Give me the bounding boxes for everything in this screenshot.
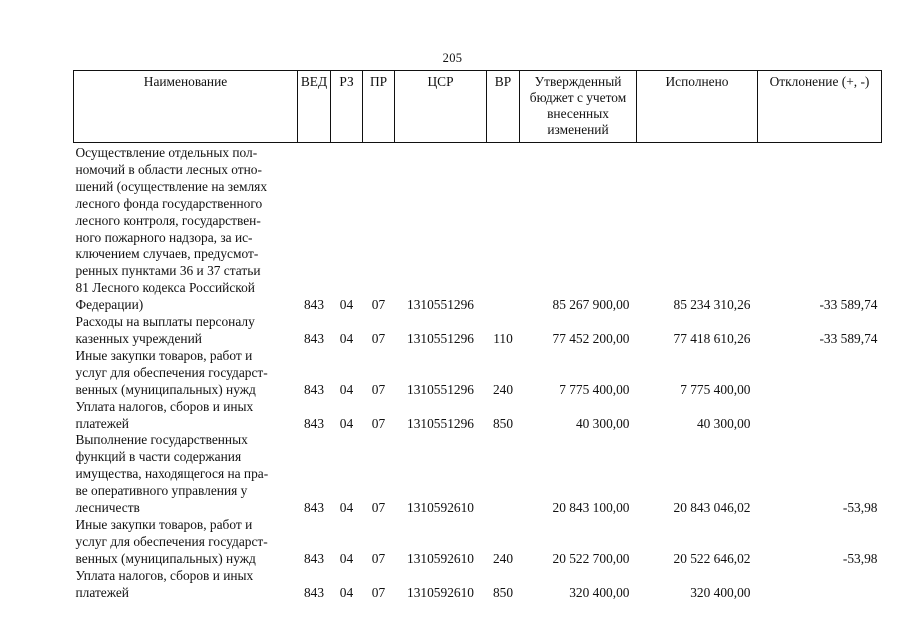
row-ved: 843 (303, 381, 325, 397)
row-name-line: шений (осуществление на землях (75, 178, 268, 194)
row-name-line: ного пожарного надзора, за ис- (75, 229, 253, 245)
row-vr (487, 143, 520, 315)
row-name-line: лесного контроля, государствен- (75, 212, 261, 228)
header-executed: Исполнено (637, 71, 758, 143)
row-approved: 320 400,00 (569, 584, 630, 600)
header-approved: Утвержденный бюджет с учетом внесенных изменений (520, 71, 637, 143)
row-name-line: венных (муниципальных) нужд (75, 550, 256, 566)
table-header-row (74, 71, 882, 143)
header-csr: ЦСР (395, 71, 487, 143)
row-pr: 07 (371, 330, 386, 346)
row-approved: 20 843 100,00 (552, 500, 630, 516)
row-name-line: услуг для обеспечения государст- (75, 533, 268, 549)
row-name-line: ве оперативного управления у (75, 483, 248, 499)
row-deviation: -33 589,74 (819, 297, 878, 313)
row-name-line: функций в части содержания (75, 449, 242, 465)
row-rz: 04 (339, 584, 354, 600)
row-name-line: лесного фонда государственного (75, 195, 263, 211)
row-vr: 850 (492, 584, 514, 600)
row-name-line: казенных учреждений (75, 330, 202, 346)
row-rz: 04 (339, 297, 354, 313)
row-pr: 07 (371, 297, 386, 313)
row-deviation: -33 589,74 (819, 330, 878, 346)
row-name-line: венных (муниципальных) нужд (75, 381, 256, 397)
row-name-line: Уплата налогов, сборов и иных (75, 398, 254, 414)
table-row (74, 348, 882, 399)
row-ved: 843 (303, 415, 325, 431)
row-rz: 04 (339, 500, 354, 516)
row-name-line: услуг для обеспечения государст- (75, 364, 268, 380)
row-name-line: платежей (75, 584, 129, 600)
row-name-line: лесничеств (75, 500, 140, 516)
table-row (74, 568, 882, 602)
header-pr: ПР (363, 71, 395, 143)
row-name-line: 81 Лесного кодекса Российской (75, 280, 255, 296)
row-executed: 7 775 400,00 (680, 381, 751, 397)
row-name-line: номочий в области лесных отно- (75, 161, 262, 177)
row-name (74, 399, 298, 433)
row-ved: 843 (303, 297, 325, 313)
row-executed: 85 234 310,26 (673, 297, 751, 313)
row-csr: 1310592610 (407, 500, 474, 516)
row-approved: 40 300,00 (575, 415, 630, 431)
row-ved: 843 (303, 500, 325, 516)
row-ved: 843 (303, 584, 325, 600)
row-deviation (758, 568, 882, 602)
row-csr: 1310551296 (407, 297, 474, 313)
row-name-line: платежей (75, 415, 129, 431)
header-vr: ВР (487, 71, 520, 143)
row-rz: 04 (339, 381, 354, 397)
row-csr: 1310592610 (407, 550, 474, 566)
row-name (74, 314, 298, 348)
row-csr: 1310551296 (407, 381, 474, 397)
row-name (74, 143, 298, 315)
row-executed: 77 418 610,26 (673, 330, 751, 346)
row-approved: 77 452 200,00 (552, 330, 630, 346)
header-ved: ВЕД (298, 71, 331, 143)
header-deviation: Отклонение (+, -) (758, 71, 882, 143)
table-body (74, 143, 882, 602)
page-number: 205 (442, 51, 463, 65)
row-vr: 850 (492, 415, 514, 431)
row-rz: 04 (339, 550, 354, 566)
row-approved: 7 775 400,00 (559, 381, 630, 397)
table-row (74, 517, 882, 568)
row-vr: 240 (492, 550, 514, 566)
row-executed: 20 843 046,02 (673, 500, 751, 516)
row-approved: 85 267 900,00 (552, 297, 630, 313)
row-deviation: -53,98 (842, 550, 878, 566)
row-name-line: Иные закупки товаров, работ и (75, 516, 253, 532)
row-ved: 843 (303, 330, 325, 346)
row-name (74, 517, 298, 568)
row-name (74, 432, 298, 517)
budget-table (73, 70, 882, 601)
row-name-line: Иные закупки товаров, работ и (75, 347, 253, 363)
row-vr: 240 (492, 381, 514, 397)
table-row (74, 432, 882, 517)
row-name-line: ключением случаев, предусмот- (75, 246, 259, 262)
row-rz: 04 (339, 330, 354, 346)
header-rz: РЗ (331, 71, 363, 143)
header-name: Наименование (74, 71, 298, 143)
row-csr: 1310551296 (407, 415, 474, 431)
row-name (74, 348, 298, 399)
table-row (74, 143, 882, 315)
row-approved: 20 522 700,00 (552, 550, 630, 566)
row-csr: 1310592610 (407, 584, 474, 600)
row-rz: 04 (339, 415, 354, 431)
row-name-line: имущества, находящегося на пра- (75, 466, 269, 482)
row-csr: 1310551296 (407, 330, 474, 346)
row-name-line: Осуществление отдельных пол- (75, 145, 258, 160)
row-name-line: ренных пунктами 36 и 37 статьи (75, 263, 261, 279)
row-name-line: Уплата налогов, сборов и иных (75, 567, 254, 583)
row-pr: 07 (371, 550, 386, 566)
row-pr: 07 (371, 381, 386, 397)
table-row (74, 399, 882, 433)
row-name-line: Расходы на выплаты персоналу (75, 314, 255, 330)
row-name (74, 568, 298, 602)
row-ved: 843 (303, 550, 325, 566)
row-executed: 20 522 646,02 (673, 550, 751, 566)
row-pr: 07 (371, 500, 386, 516)
row-pr: 07 (371, 584, 386, 600)
row-executed: 40 300,00 (696, 415, 751, 431)
row-vr (487, 432, 520, 517)
row-executed: 320 400,00 (690, 584, 751, 600)
table-row (74, 314, 882, 348)
row-vr: 110 (493, 330, 513, 346)
row-deviation (758, 399, 882, 433)
row-deviation (758, 348, 882, 399)
row-deviation: -53,98 (842, 500, 878, 516)
row-pr: 07 (371, 415, 386, 431)
row-name-line: Федерации) (75, 297, 144, 313)
row-name-line: Выполнение государственных (75, 432, 248, 448)
